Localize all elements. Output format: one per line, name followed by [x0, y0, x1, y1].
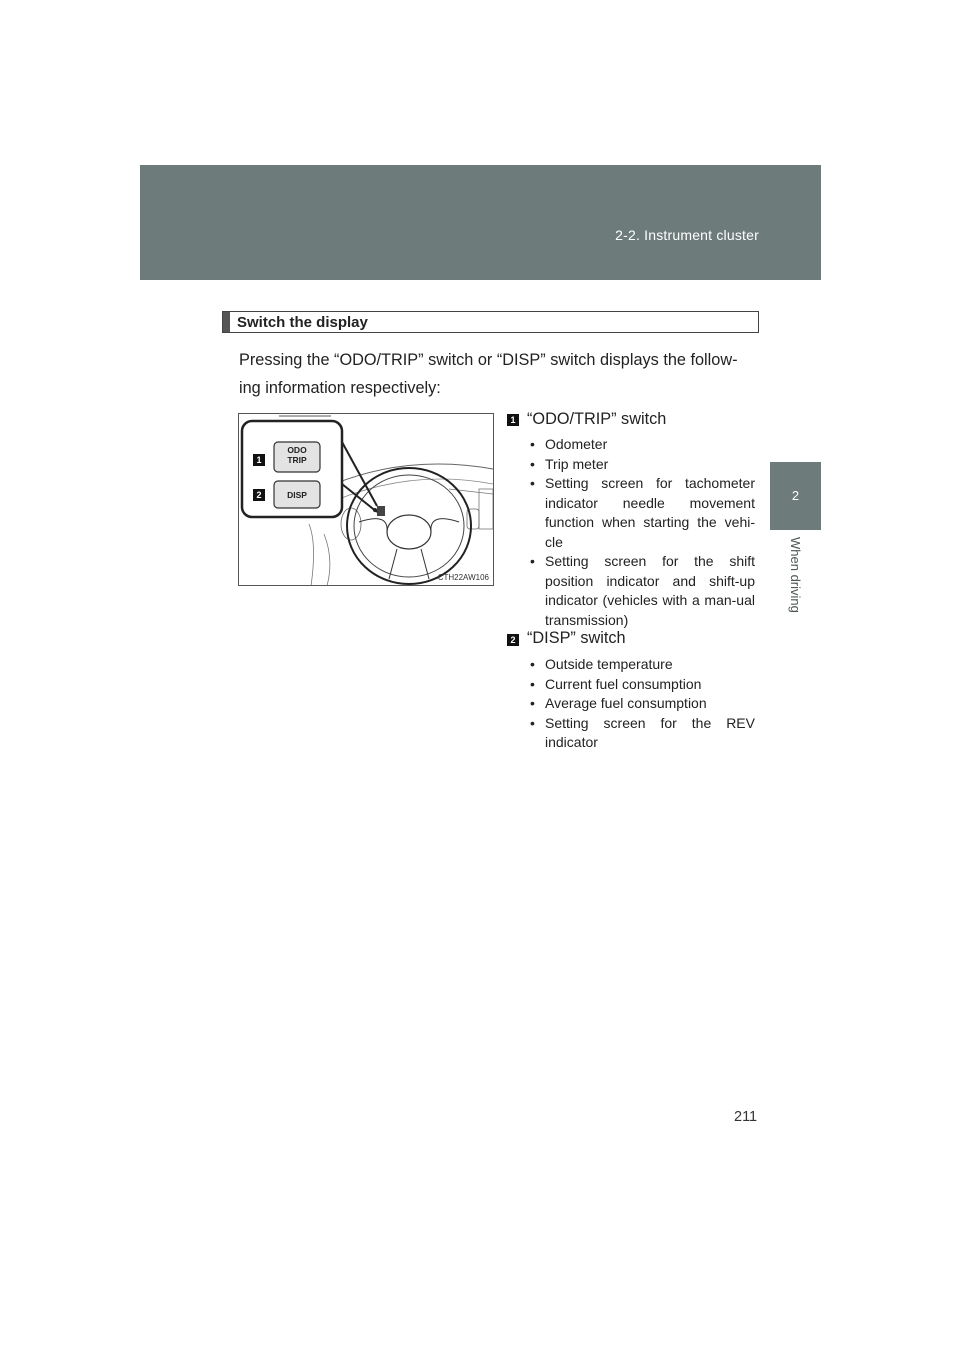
steering-wheel-figure — [238, 413, 494, 586]
list-item: • Current fuel consumption — [527, 675, 755, 695]
list-item: • Outside temperature — [527, 655, 755, 675]
chapter-label: When driving — [788, 537, 803, 613]
item-marker-2: 2 — [507, 634, 519, 646]
list-item: • Trip meter — [527, 455, 755, 475]
list-item: • Setting screen for the shift position indicator and shift-up indicator (vehicles with a man-ual transmission) — [527, 552, 755, 630]
odo-trip-list — [527, 435, 755, 630]
disp-list — [527, 655, 755, 753]
page-number: 211 — [734, 1109, 758, 1125]
chapter-tab — [770, 462, 821, 530]
chapter-label-container — [787, 537, 805, 637]
figure-code: CTH22AW106 — [437, 573, 489, 582]
disp-button-label: DISP — [287, 490, 307, 500]
chapter-number: 2 — [791, 488, 800, 503]
list-item: • Setting screen for tachometer indicator needle movement function when starting the vehi-cle — [527, 474, 755, 552]
callout-marker-1: 1 — [253, 454, 265, 466]
section-header-bar — [223, 312, 230, 332]
list-item: • Average fuel consumption — [527, 694, 755, 714]
header-section-title: 2-2. Instrument cluster — [615, 227, 759, 243]
callout-marker-2: 2 — [253, 489, 265, 501]
section-title: Switch the display — [237, 314, 368, 331]
steering-wheel-illustration — [239, 414, 494, 586]
item-marker-1: 1 — [507, 414, 519, 426]
disp-switch-heading: “DISP” switch — [527, 629, 626, 647]
odo-label: ODO — [287, 445, 307, 455]
list-item: • Odometer — [527, 435, 755, 455]
odo-trip-button-label — [274, 445, 320, 465]
list-item: • Setting screen for the REV indicator — [527, 714, 755, 753]
odo-trip-switch-heading: “ODO/TRIP” switch — [527, 410, 667, 428]
trip-label: TRIP — [287, 455, 307, 465]
intro-paragraph: Pressing the “ODO/TRIP” switch or “DISP” switch displays the follow-ing information respectively: — [239, 351, 738, 397]
header-band — [140, 165, 821, 280]
section-header — [222, 311, 759, 333]
